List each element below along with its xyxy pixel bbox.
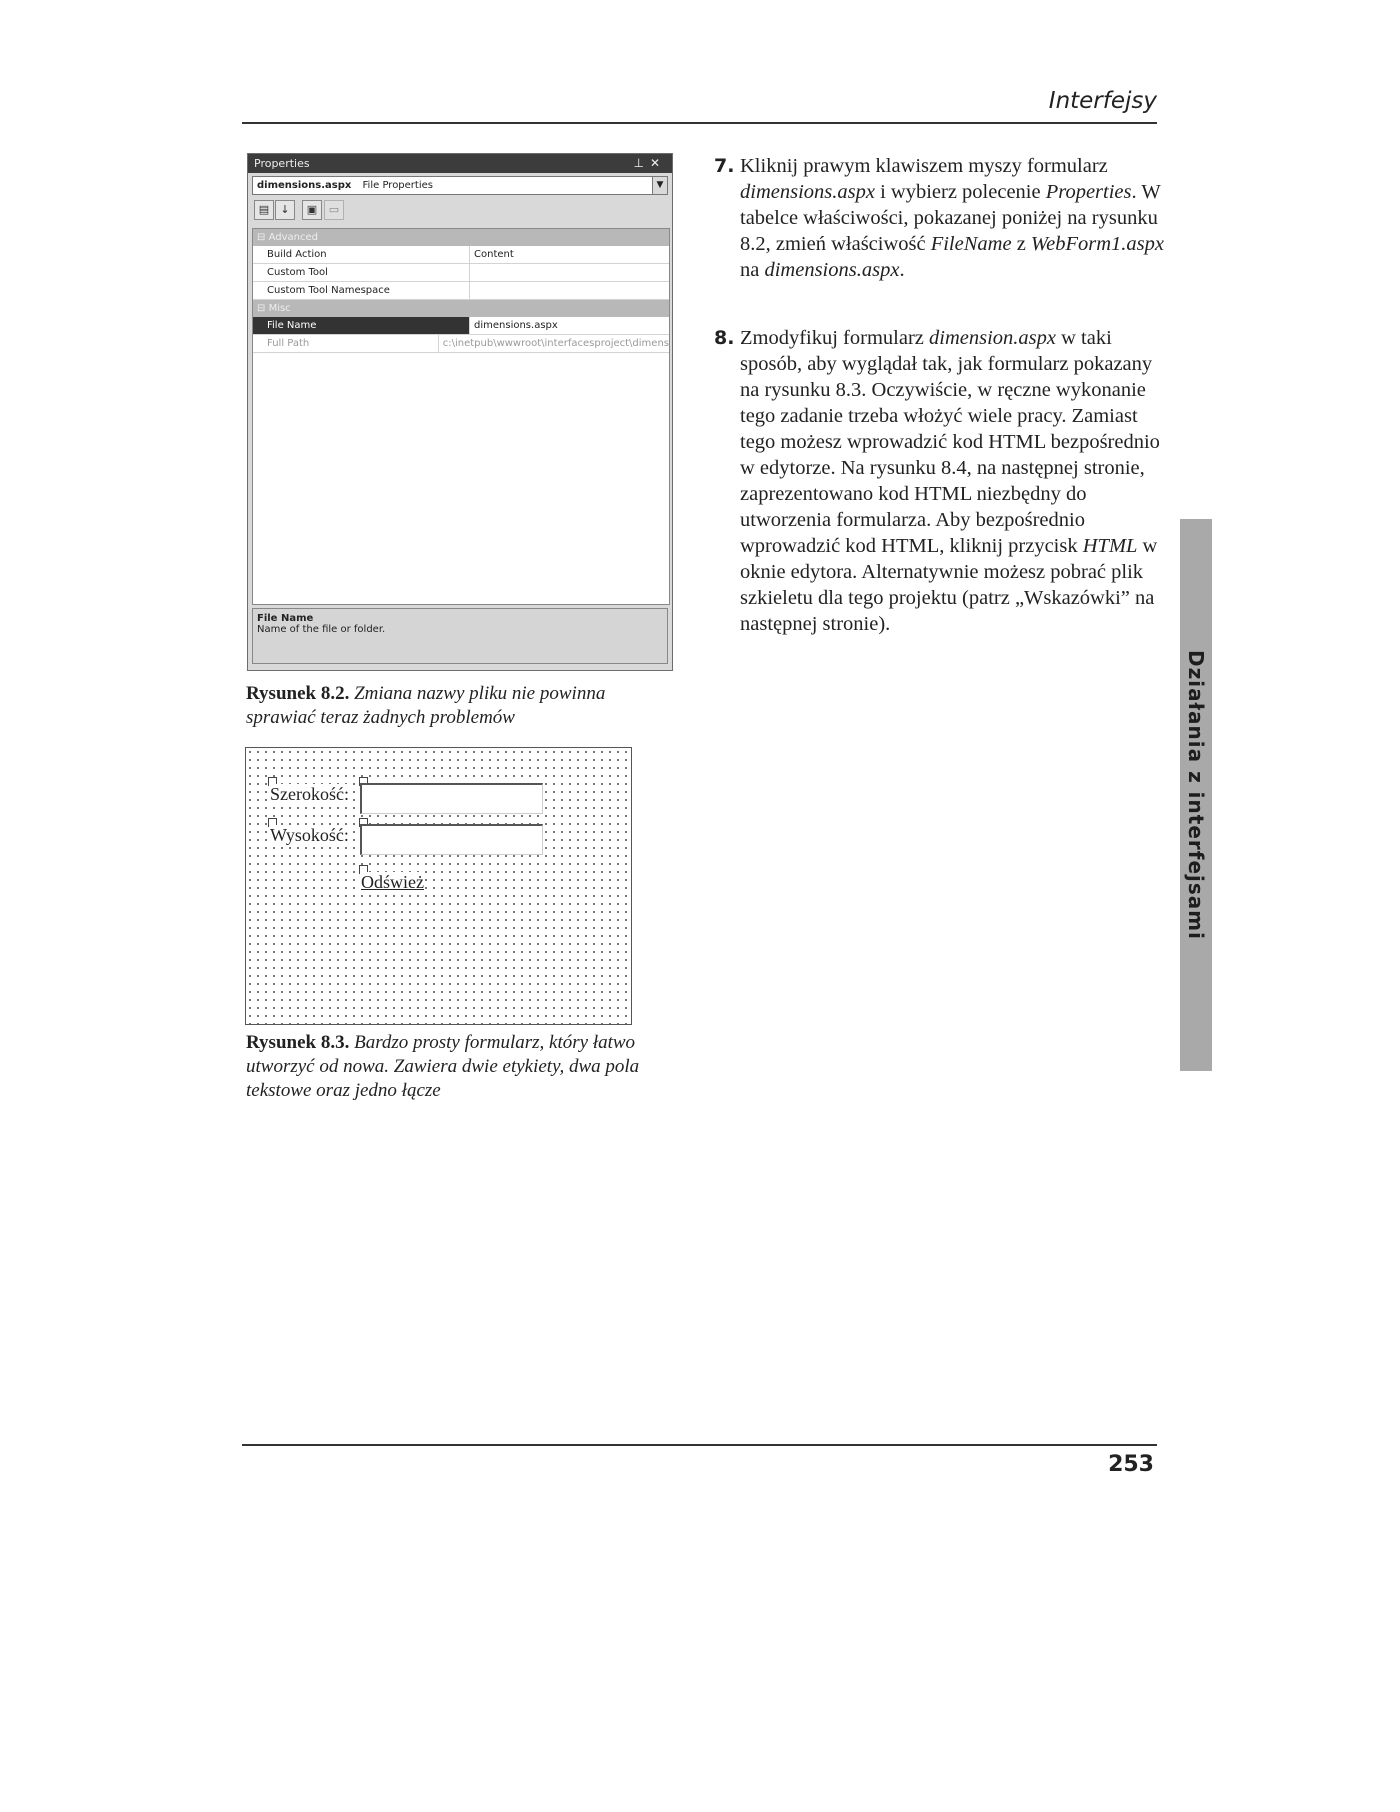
figure-8-3-caption	[246, 1031, 686, 1103]
form-designer	[245, 747, 632, 1025]
step-number: 7.	[714, 155, 735, 177]
alphabetical-icon[interactable]: ↓	[275, 200, 295, 220]
properties-icon[interactable]: ▣	[302, 200, 322, 220]
description-text: Name of the file or folder.	[257, 624, 386, 635]
properties-title-bar	[248, 154, 672, 173]
properties-toolbar	[248, 198, 672, 222]
close-icon[interactable]: ✕	[649, 156, 666, 170]
window-controls	[633, 154, 666, 173]
description-pane	[252, 608, 668, 664]
chevron-down-icon[interactable]: ▼	[652, 177, 667, 194]
footer-rule	[242, 1444, 1157, 1446]
width-label: Szerokość:	[270, 784, 349, 804]
step-text: Kliknij prawym klawiszem myszy formularz dimensions.aspx i wybierz polecenie Properties. W tabelce właściwości, pokazanej poniżej na rysunku 8.2, zmień właściwość FileName z WebForm1.aspx na dimensions.aspx.	[740, 155, 1164, 281]
refresh-link[interactable]: Odśwież	[361, 872, 424, 892]
figure-8-2-caption	[246, 682, 676, 730]
property-row[interactable]: Build Action Content	[253, 246, 669, 264]
figure-text: Bardzo prosty formularz, który łatwo utworzyć od nowa. Zawiera dwie etykiety, dwa pola tekstowe oraz jedno łącze	[246, 1032, 640, 1101]
description-title: File Name	[257, 613, 314, 624]
thumb-tab-label: Działania z interfejsami	[1184, 650, 1208, 940]
step-8	[714, 325, 1174, 637]
figure-label: Rysunek 8.3.	[246, 1032, 350, 1053]
figure-text: Zmiana nazwy pliku nie powinna sprawiać teraz żadnych problemów	[246, 683, 606, 728]
object-selector[interactable]	[252, 176, 668, 195]
running-head	[242, 82, 1157, 124]
category-row[interactable]: ⊟ Advanced	[253, 229, 669, 246]
property-grid	[252, 228, 670, 605]
page-number: 253	[1108, 1452, 1154, 1477]
object-type: File Properties	[362, 180, 433, 191]
step-text: Zmodyfikuj formularz dimension.aspx w taki sposób, aby wyglądał tak, jak formularz pokazany na rysunku 8.3. Oczywiście, w ręczne wykonanie tego zadanie trzeba włożyć wiele pracy. Zamiast tego możesz wprowadzić kod HTML bezpośrednio w edytorze. Na rysunku 8.4, na następnej stronie, zaprezentowano kod HTML niezbędny do utworzenia formularza. Aby bezpośrednio wprowadzić kod HTML, kliknij przycisk HTML w oknie edytora. Alternatywnie możesz pobrać plik szkieletu dla tego projektu (patrz „Wskazówki” na następnej stronie).	[740, 327, 1160, 635]
property-row[interactable]: Full Path c:\inetpub\wwwroot\interfacesproject\dimens	[253, 335, 669, 353]
step-number: 8.	[714, 327, 735, 349]
height-input[interactable]	[360, 824, 543, 855]
property-row-selected[interactable]: File Name dimensions.aspx	[253, 317, 669, 335]
properties-title: Properties	[254, 157, 310, 170]
property-row[interactable]: Custom Tool	[253, 264, 669, 282]
pin-icon[interactable]: ⊥	[633, 156, 650, 170]
properties-window	[247, 153, 673, 671]
figure-label: Rysunek 8.2.	[246, 683, 350, 704]
chapter-thumb-tab	[1180, 519, 1212, 1071]
width-input[interactable]	[360, 783, 543, 814]
categorized-icon[interactable]: ▤	[254, 200, 274, 220]
object-name: dimensions.aspx	[257, 180, 352, 191]
running-title: Interfejsy	[1048, 88, 1157, 114]
category-row[interactable]: ⊟ Misc	[253, 300, 669, 317]
property-pages-icon[interactable]: ▭	[324, 200, 344, 220]
height-label: Wysokość:	[270, 825, 349, 845]
property-row[interactable]: Custom Tool Namespace	[253, 282, 669, 300]
step-7	[714, 153, 1174, 283]
